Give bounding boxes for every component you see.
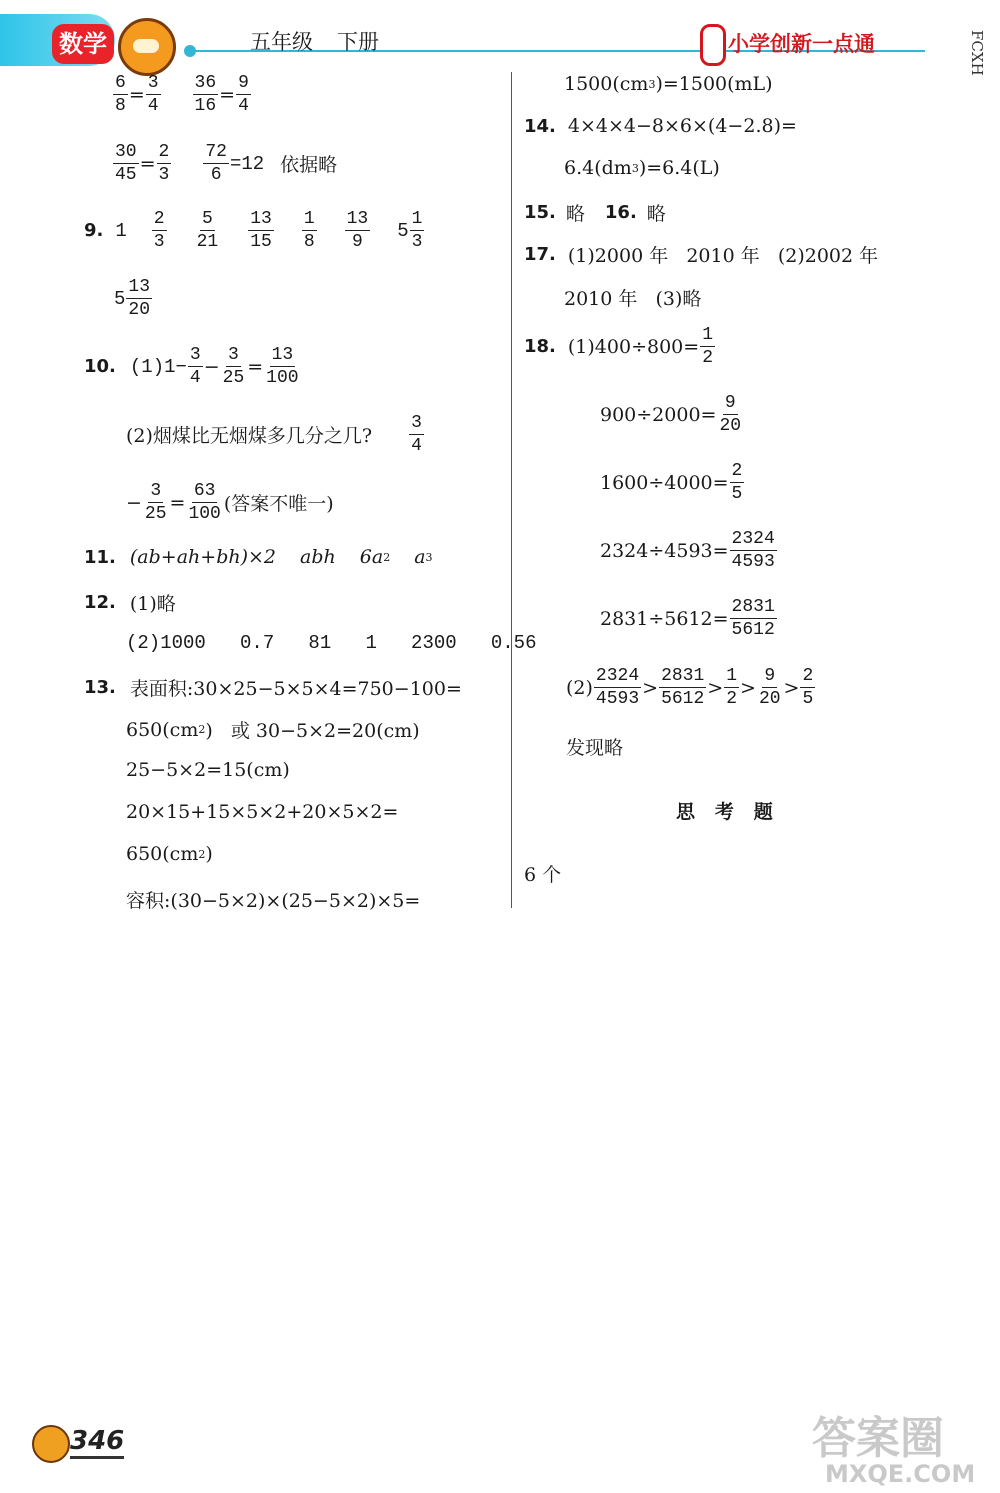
brand-title: 小学创新一点通 <box>728 32 875 56</box>
question-9-cont: 5 13 20 <box>114 277 151 320</box>
question-18-comparison: (2) 2324 4593 > 2831 5612 > 1 2 > 9 20 > 2 5 <box>566 666 814 709</box>
question-18-finding: 发现略 <box>566 737 624 759</box>
question-18-line-3: 1600÷4000= $\frac{2}{5}$ <box>600 461 743 504</box>
think-title: 思 考 题 <box>676 801 773 823</box>
brand-icon <box>700 24 726 66</box>
question-18-line-5: 2831÷5612= $\frac{2831}{5612}$ <box>600 597 775 640</box>
question-13: 13. 表面积:30×25−5×5×4=750−100= <box>84 677 462 700</box>
question-9: 9. 1 2 3 5 21 13 15 1 8 13 9 5 1 3 <box>84 209 423 252</box>
question-14-line-2: 6.4(dm 3 )=6.4(L) <box>564 157 720 179</box>
grade-label: 五年级 下册 <box>250 30 379 54</box>
question-18: 18. (1)400÷800= $\frac{1}{2}$ <box>524 325 713 368</box>
question-13-line-5: 650(cm 2 ) <box>126 843 213 865</box>
fraction-row-1: 6 8 = 3 4 36 16 = 9 4 <box>115 73 249 116</box>
question-12-part-2: (2)1000 0.7 81 1 2300 0.56 <box>126 632 537 654</box>
question-12: 12. (1)略 <box>84 592 176 615</box>
side-label: FCXH <box>968 30 986 76</box>
question-10-part-2: (2)烟煤比无烟煤多几分之几? 3 4 <box>126 413 422 456</box>
column-divider <box>511 72 512 908</box>
subject-logo: 数学 <box>52 24 114 64</box>
page-number: 346 <box>70 1426 124 1459</box>
mascot-icon <box>118 18 176 76</box>
question-13-line-4: 20×15+15×5×2+20×5×2= <box>126 801 399 823</box>
watermark-url: MXQE.COM <box>825 1460 976 1488</box>
question-14: 14. 4×4×4−8×6×(4−2.8)= <box>524 115 797 137</box>
question-18-line-4: 2324÷4593= $\frac{2324}{4593}$ <box>600 529 775 572</box>
fraction-row-2: 30 45 = 2 3 $\frac{72}{6}$ =12 依据略 <box>115 142 338 185</box>
question-17: 17. (1)2000 年 2010 年 (2)2002 年 <box>524 244 879 267</box>
footer-mascot-icon <box>32 1425 70 1463</box>
question-13-line-3: 25−5×2=15(cm) <box>126 759 290 781</box>
think-answer: 6 个 <box>524 864 562 886</box>
question-13-line-2: 650(cm 2 ) 或 30−5×2=20(cm) <box>126 718 420 742</box>
question-10-part-2-cont: − $\frac{3}{25}$ = $\frac{63}{100}$ (答案不唯一) <box>126 481 334 524</box>
question-17-line-2: 2010 年 (3)略 <box>564 288 702 310</box>
question-11: 11. (ab+ah+bh)×2 abh 6a 2 a 3 <box>84 546 433 568</box>
question-18-line-2: 900÷2000= $\frac{9}{20}$ <box>600 393 742 436</box>
watermark: 答案圈 <box>812 1413 944 1464</box>
question-13-line-6: 容积:(30−5×2)×(25−5×2)×5= <box>126 890 421 912</box>
question-13-volume-result: 1500(cm 3 )=1500(mL) <box>564 73 773 95</box>
question-15-16: 15. 略 16. 略 <box>524 202 666 225</box>
question-10-part-1: 10. (1)1− $\frac{3}{4}$ − $\frac{3}{25}$ = $\frac{13}{100}$ <box>84 345 299 388</box>
